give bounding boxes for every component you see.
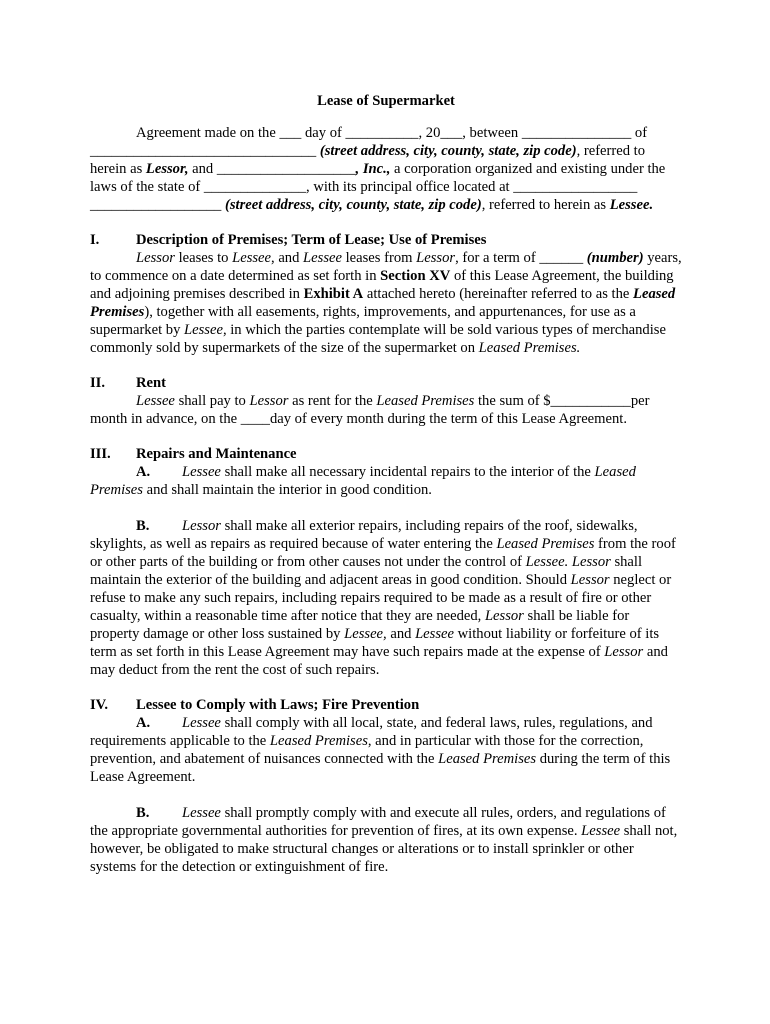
section-2-body: Lessee shall pay to Lessor as rent for the Leased Premises the sum of $___________per month in advance, on the ____day of every month during the term of this Lease Agreement. [90, 393, 650, 427]
section-4-subsection-a: A. Lessee shall comply with all local, state, and federal laws, rules, regulations, and requirements applicable to the Leased Premises, and in particular with those for the correction, prevention, and abatement of nuisances connected with the Leased Premises during the term of this Lease Agreement. [90, 715, 671, 785]
section-3-subsection-a: A. Lessee shall make all necessary incidental repairs to the interior of the Leased Premises and shall maintain the interior in good condition. [90, 464, 636, 498]
section-2 [90, 374, 682, 428]
document-title: Lease of Supermarket [317, 93, 455, 109]
section-1 [90, 231, 682, 357]
section-1-heading: I. Description of Premises; Term of Lease; Use of Premises [90, 232, 487, 248]
section-4 [90, 696, 682, 876]
section-3-heading: III. Repairs and Maintenance [90, 446, 297, 462]
preamble-paragraph: Agreement made on the ___ day of __________, 20___, between _______________ of _______________________________ (street address, city, county, state, zip code), referred to herein as Lessor, and ___________________, Inc., a corporation organized and existing under the laws of the state of ______________, with its principal office located at _________________ __________________ (street address, city, county, state, zip code), referred to herein as Lessee. [90, 125, 666, 213]
document-page [90, 92, 682, 876]
section-3 [90, 445, 682, 679]
section-2-heading: II. Rent [90, 375, 166, 391]
section-4-heading: IV. Lessee to Comply with Laws; Fire Prevention [90, 697, 420, 713]
section-4-subsection-b: B. Lessee shall promptly comply with and execute all rules, orders, and regulations of the appropriate governmental authorities for prevention of fires, at its own expense. Lessee shall not, however, be obligated to make structural changes or alterations or to install sprinkler or other systems for the detection or extinguishment of fire. [90, 805, 678, 875]
section-1-body: Lessor leases to Lessee, and Lessee leases from Lessor, for a term of ______ (number) years, to commence on a date determined as set forth in Section XV of this Lease Agreement, the building and adjoining premises described in Exhibit A attached hereto (hereinafter referred to as the Leased Premises), together with all easements, rights, improvements, and appurtenances, for use as a supermarket by Lessee, in which the parties contemplate will be sold various types of merchandise commonly sold by supermarkets of the size of the supermarket on Leased Premises. [90, 250, 682, 356]
section-3-subsection-b: B. Lessor shall make all exterior repairs, including repairs of the roof, sidewalks, skylights, as well as repairs as required because of water entering the Leased Premises from the roof or other parts of the building or from other causes not under the control of Lessee. Lessor shall maintain the exterior of the building and adjacent areas in good condition. Should Lessor neglect or refuse to make any such repairs, including repairs required to be made as a result of fire or other casualty, within a reasonable time after notice that they are needed, Lessor shall be liable for property damage or other loss sustained by Lessee, and Lessee without liability or forfeiture of its term as set forth in this Lease Agreement may have such repairs made at the expense of Lessor and may deduct from the rent the cost of such repairs. [90, 518, 676, 678]
